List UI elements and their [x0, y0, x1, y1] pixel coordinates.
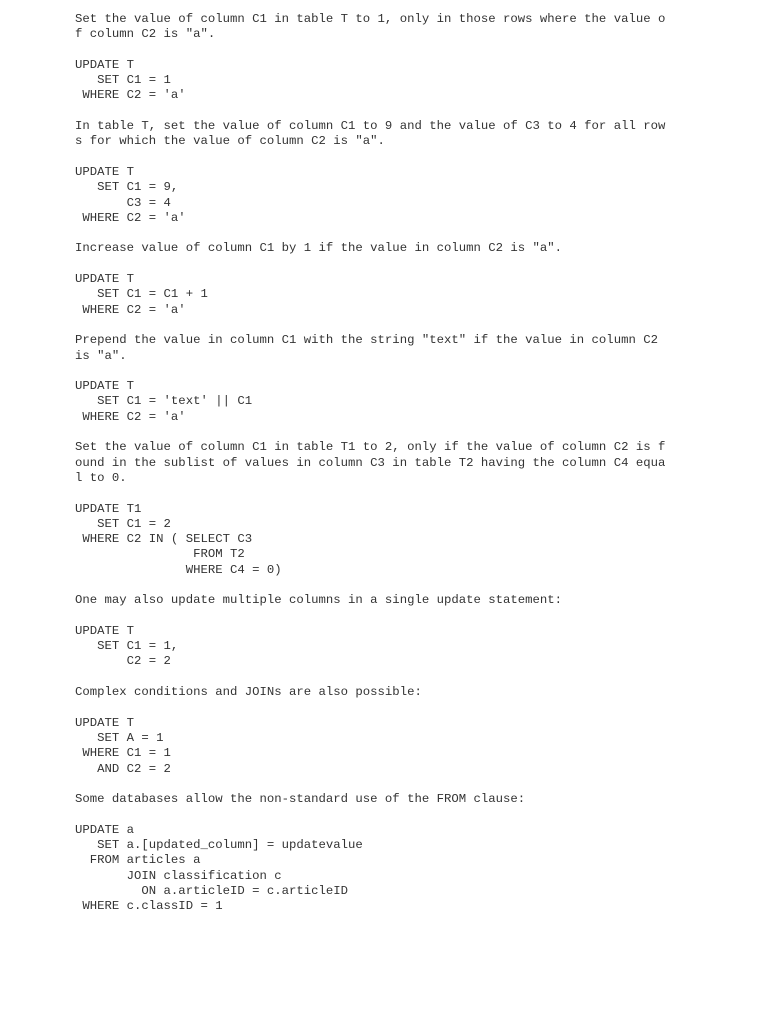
code-line: UPDATE a: [75, 822, 135, 837]
code-line: UPDATE T: [75, 164, 135, 179]
code-line: SET C1 = 'text' || C1: [75, 394, 253, 409]
document-page: [75, 12, 685, 915]
description-line: Set the value of column C1 in table T1 to 2, only if the value of column C2 is f: [75, 440, 666, 455]
code-line: UPDATE T: [75, 57, 135, 72]
description-line: Increase value of column C1 by 1 if the value in column C2 is "a".: [75, 241, 563, 256]
section: [75, 119, 685, 241]
code-line: ON a.articleID = c.articleID: [75, 883, 349, 898]
code-line: UPDATE T1: [75, 501, 142, 516]
description-line: f column C2 is "a".: [75, 27, 216, 42]
description-line: s for which the value of column C2 is "a".: [75, 134, 385, 149]
description-line: One may also update multiple columns in a single update statement:: [75, 593, 563, 608]
description-line: Some databases allow the non-standard use of the FROM clause:: [75, 792, 526, 807]
description-line: is "a".: [75, 348, 127, 363]
description-line: l to 0.: [75, 470, 127, 485]
description-line: In table T, set the value of column C1 to 9 and the value of C3 to 4 for all row: [75, 119, 666, 134]
code-line: WHERE C2 = 'a': [75, 88, 186, 103]
code-line: SET C1 = 1,: [75, 639, 179, 654]
section: [75, 685, 685, 792]
code-line: FROM articles a: [75, 853, 201, 868]
description-line: Set the value of column C1 in table T to 1, only in those rows where the value o: [75, 12, 666, 26]
code-line: WHERE C2 = 'a': [75, 302, 186, 317]
code-line: WHERE C1 = 1: [75, 746, 171, 761]
description-line: Complex conditions and JOINs are also possible:: [75, 685, 422, 700]
section: [75, 792, 685, 914]
code-line: WHERE C4 = 0): [75, 562, 282, 577]
code-line: SET C1 = C1 + 1: [75, 287, 208, 302]
code-line: SET A = 1: [75, 730, 164, 745]
code-line: JOIN classification c: [75, 868, 282, 883]
code-line: UPDATE T: [75, 715, 135, 730]
description-line: Prepend the value in column C1 with the string "text" if the value in column C2: [75, 333, 658, 348]
code-line: WHERE C2 IN ( SELECT C3: [75, 532, 253, 547]
code-line: SET C1 = 9,: [75, 180, 179, 195]
code-line: SET C1 = 2: [75, 516, 171, 531]
section: [75, 440, 685, 593]
code-line: SET C1 = 1: [75, 73, 171, 88]
code-line: UPDATE T: [75, 379, 135, 394]
code-line: UPDATE T: [75, 272, 135, 287]
code-line: WHERE c.classID = 1: [75, 899, 223, 914]
code-line: AND C2 = 2: [75, 761, 171, 776]
code-line: WHERE C2 = 'a': [75, 210, 186, 225]
section: [75, 593, 685, 685]
section: [75, 12, 685, 119]
section: [75, 333, 685, 440]
section: [75, 241, 685, 333]
code-line: SET a.[updated_column] = updatevalue: [75, 838, 363, 853]
code-line: C3 = 4: [75, 195, 171, 210]
code-line: FROM T2: [75, 547, 245, 562]
code-line: WHERE C2 = 'a': [75, 409, 186, 424]
description-line: ound in the sublist of values in column C3 in table T2 having the column C4 equa: [75, 455, 666, 470]
code-line: C2 = 2: [75, 654, 171, 669]
code-line: UPDATE T: [75, 623, 135, 638]
